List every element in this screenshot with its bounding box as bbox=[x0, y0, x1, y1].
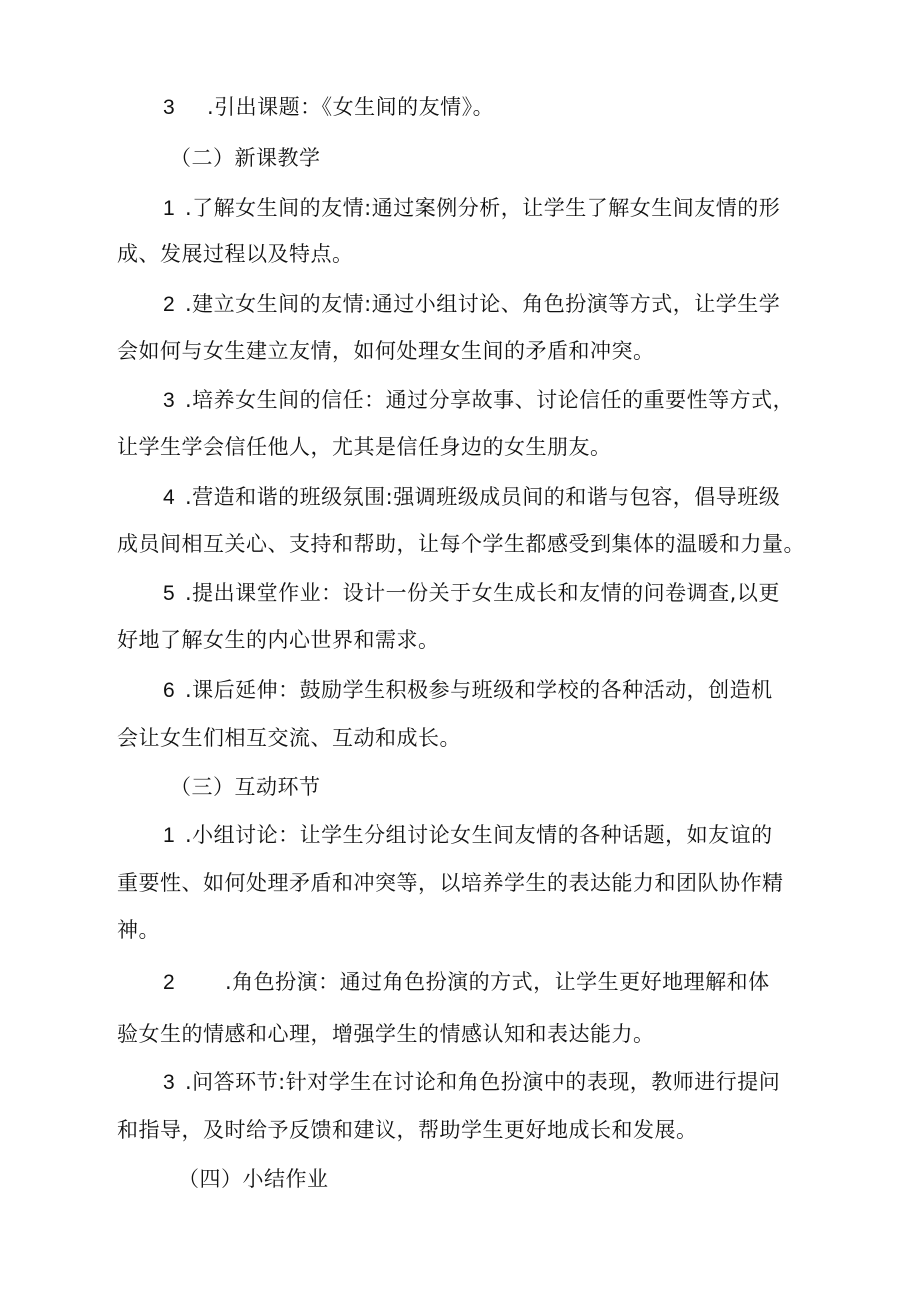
paragraph-text: .角色扮演：通过角色扮演的方式，让学生更好地理解和体 bbox=[225, 970, 770, 994]
item-number: 1 bbox=[163, 824, 176, 847]
paragraph-continuation: 成员间相互关心、支持和帮助，让每个学生都感受到集体的温暖和力量。 bbox=[117, 532, 805, 556]
item-number: 2 bbox=[163, 971, 176, 994]
paragraph-qa-session bbox=[163, 1067, 780, 1098]
paragraph-intro-topic bbox=[163, 92, 494, 123]
paragraph-continuation: 神。 bbox=[117, 918, 160, 942]
paragraph-build-friendship bbox=[163, 289, 780, 320]
paragraph-understand-friendship bbox=[163, 193, 780, 224]
paragraph-continuation: 好地了解女生的内心世界和需求。 bbox=[117, 628, 440, 652]
paragraph-text: .引出课题：《女生间的友情》。 bbox=[207, 95, 495, 119]
paragraph-continuation: 重要性、如何处理矛盾和冲突等，以培养学生的表达能力和团队协作精 bbox=[117, 871, 784, 895]
item-number: 5 bbox=[163, 582, 176, 605]
paragraph-continuation: 会让女生们相互交流、互动和成长。 bbox=[117, 726, 461, 750]
paragraph-text: .小组讨论：让学生分组讨论女生间友情的各种话题，如友谊的 bbox=[185, 823, 773, 847]
item-number: 3 bbox=[163, 96, 176, 119]
item-number: 2 bbox=[163, 293, 176, 316]
paragraph-continuation: 成、发展过程以及特点。 bbox=[117, 242, 354, 266]
paragraph-class-atmosphere bbox=[163, 482, 780, 513]
paragraph-text: .建立女生间的友情:通过小组讨论、角色扮演等方式，让学生学 bbox=[185, 292, 781, 316]
paragraph-continuation: 会如何与女生建立友情，如何处理女生间的矛盾和冲突。 bbox=[117, 339, 655, 363]
paragraph-text: .了解女生间的友情:通过案例分析，让学生了解女生间友情的形 bbox=[185, 196, 781, 220]
section-heading-summary-homework: （四）小结作业 bbox=[178, 1167, 329, 1191]
paragraph-text: .提出课堂作业：设计一份关于女生成长和友情的问卷调查,以更 bbox=[185, 581, 780, 605]
item-number: 4 bbox=[163, 486, 176, 509]
paragraph-continuation: 让学生学会信任他人，尤其是信任身边的女生朋友。 bbox=[117, 435, 612, 459]
paragraph-text: .营造和谐的班级氛围:强调班级成员间的和谐与包容，倡导班级 bbox=[185, 485, 781, 509]
paragraph-text: .问答环节:针对学生在讨论和角色扮演中的表现，教师进行提问 bbox=[185, 1070, 781, 1094]
paragraph-text: .课后延伸：鼓励学生积极参与班级和学校的各种活动，创造机 bbox=[185, 678, 773, 702]
paragraph-text: .培养女生间的信任：通过分享故事、讨论信任的重要性等方式， bbox=[185, 388, 795, 412]
item-number: 3 bbox=[163, 389, 176, 412]
paragraph-continuation: 和指导，及时给予反馈和建议，帮助学生更好地成长和发展。 bbox=[117, 1118, 698, 1142]
paragraph-group-discussion bbox=[163, 820, 773, 851]
section-heading-new-lesson: （二）新课教学 bbox=[170, 146, 321, 170]
paragraph-role-play bbox=[163, 967, 770, 998]
paragraph-class-assignment bbox=[163, 578, 780, 609]
paragraph-after-class bbox=[163, 675, 773, 706]
item-number: 6 bbox=[163, 679, 176, 702]
item-number: 3 bbox=[163, 1071, 176, 1094]
paragraph-cultivate-trust bbox=[163, 385, 794, 416]
section-heading-interaction: （三）互动环节 bbox=[170, 775, 321, 799]
item-number: 1 bbox=[163, 197, 176, 220]
paragraph-continuation: 验女生的情感和心理，增强学生的情感认知和表达能力。 bbox=[117, 1022, 655, 1046]
